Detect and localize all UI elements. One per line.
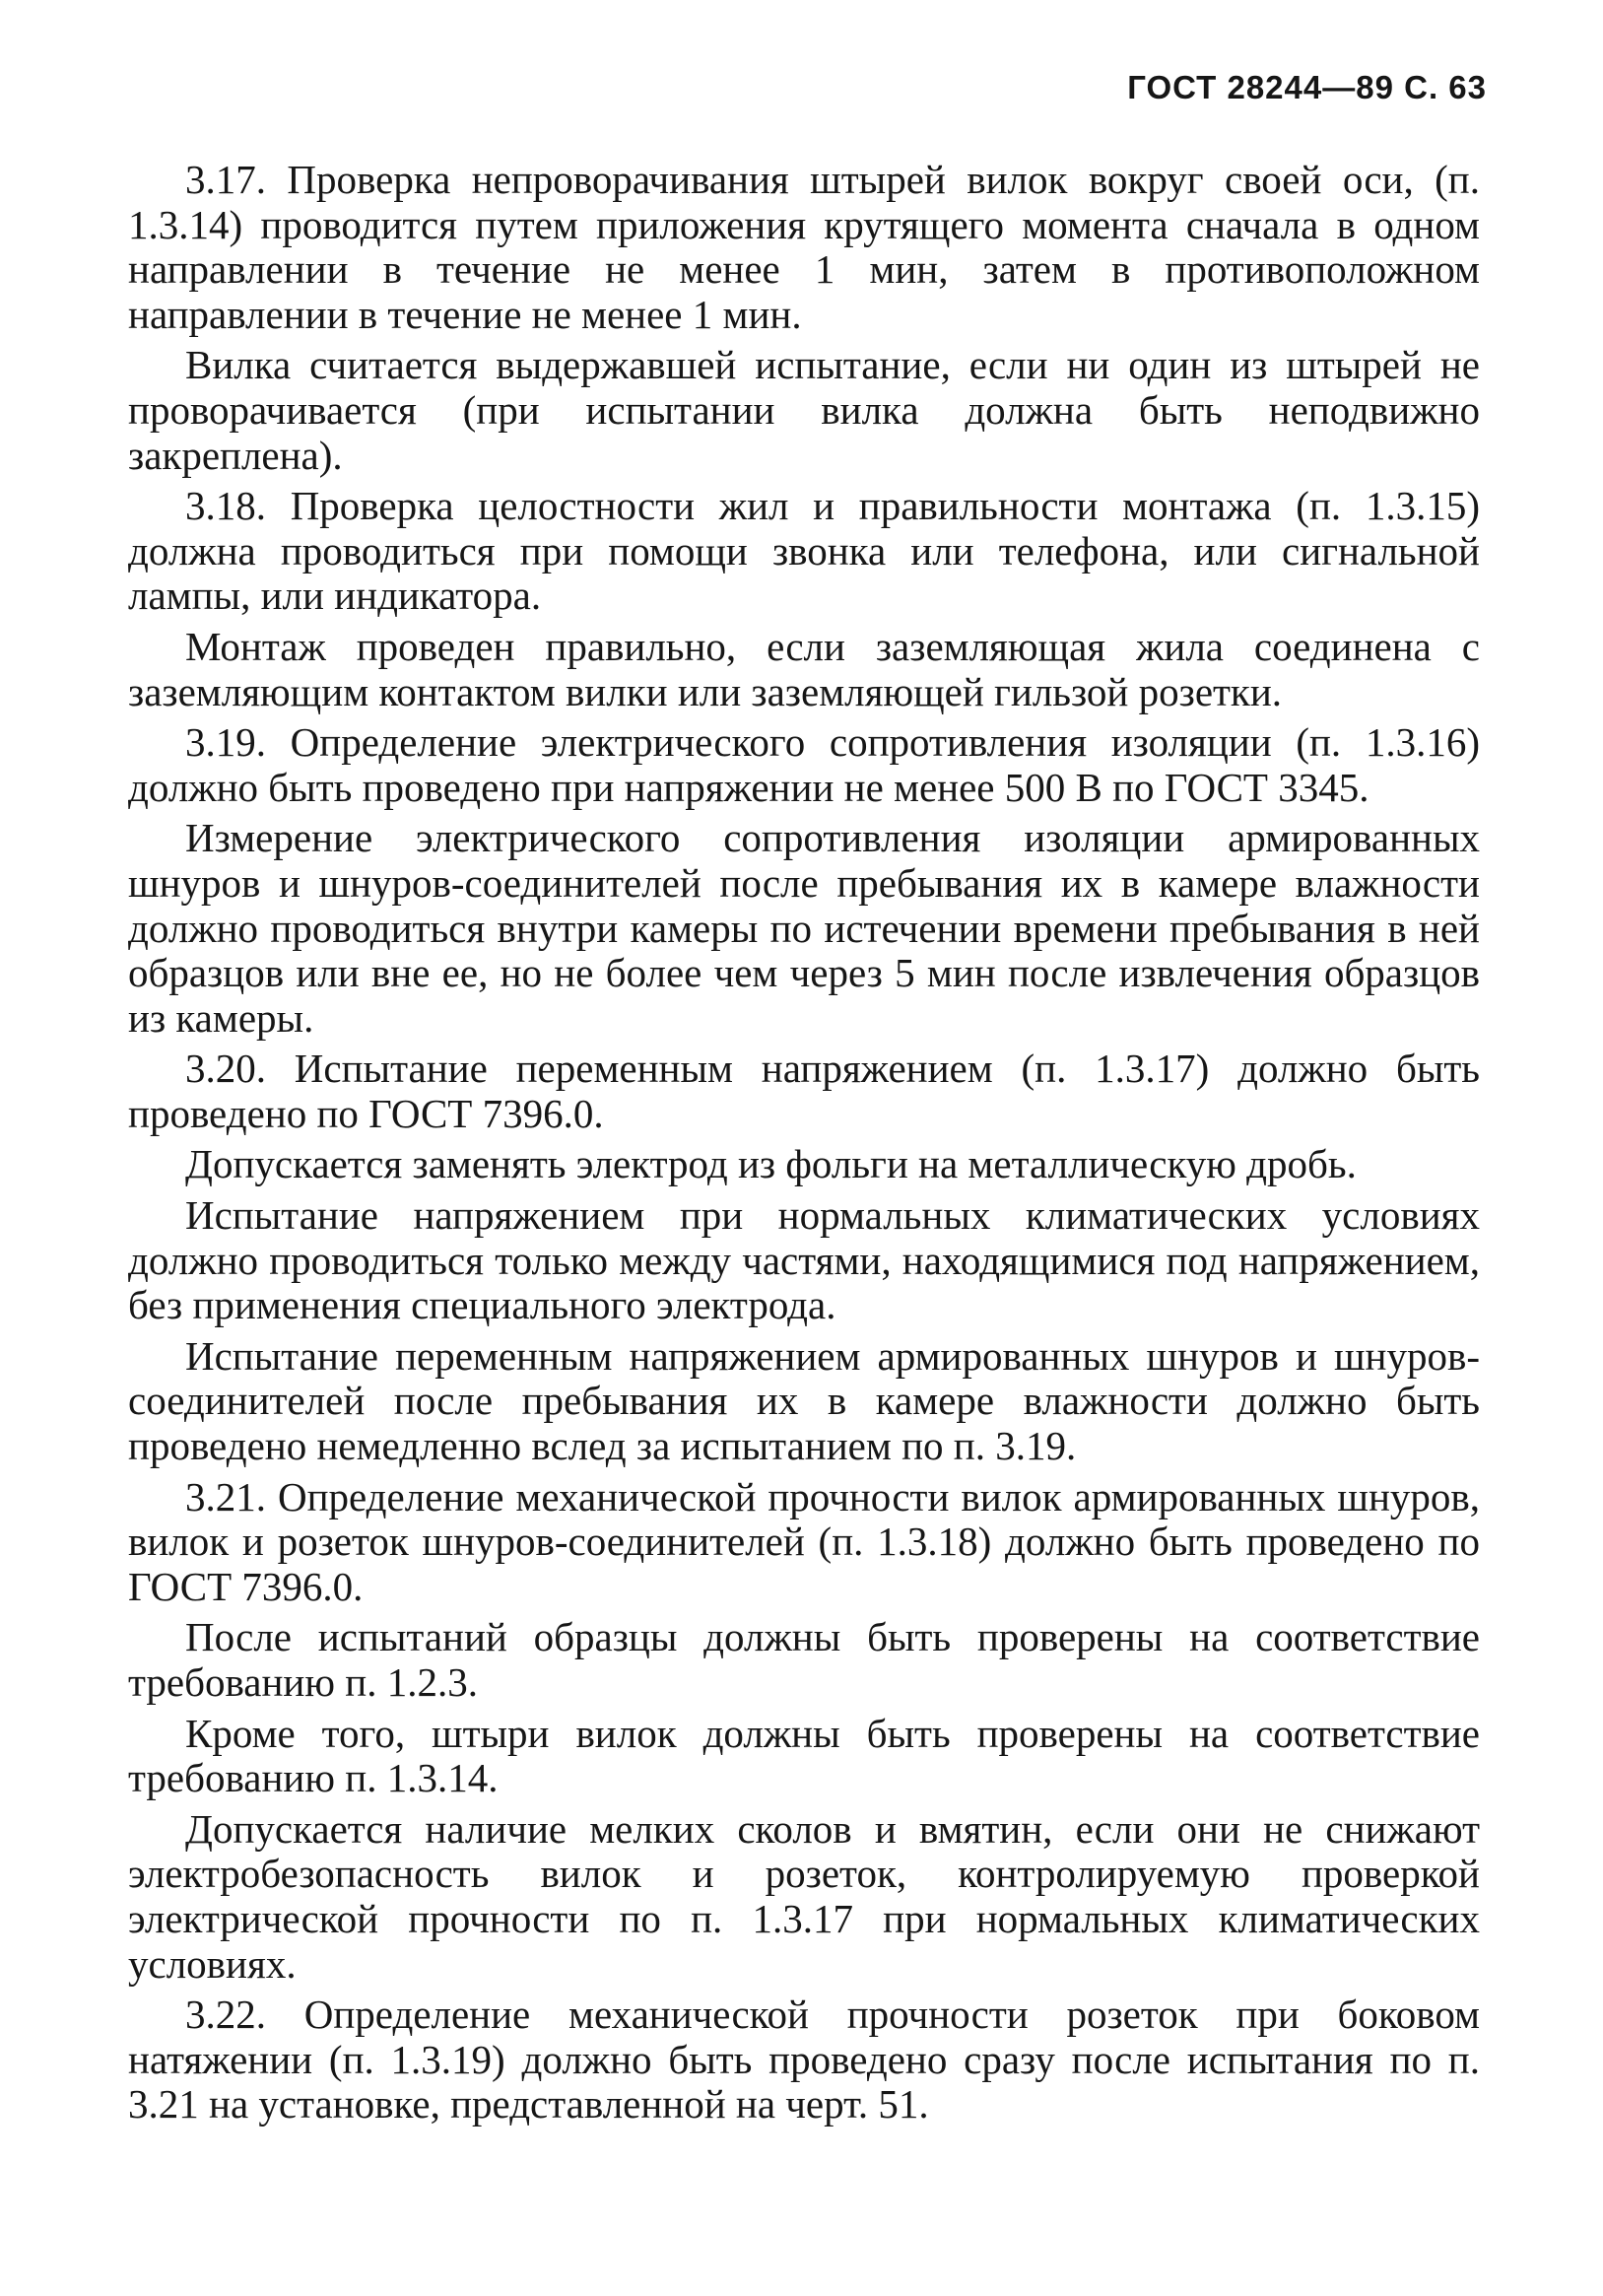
paragraph-3-19: 3.19. Определение электрического сопротивления изоляции (п. 1.3.16) должно быть проведено при напряжении не менее 500 В по ГОСТ 3345.	[128, 719, 1480, 810]
paragraph-3-18-result: Монтаж проведен правильно, если заземляющая жила соединена с заземляющим контактом вилки или заземляющей гильзой розетки.	[128, 623, 1480, 714]
paragraph-3-18: 3.18. Проверка целостности жил и правильности монтажа (п. 1.3.15) должна проводиться при помощи звонка или телефона, или сигнальной лампы, или индикатора.	[128, 483, 1480, 619]
paragraph-3-20-electrode: Допускается заменять электрод из фольги на металлическую дробь.	[185, 1141, 1357, 1187]
paragraph-3-21: 3.21. Определение механической прочности вилок армированных шнуров, вилок и розеток шнуров-соединителей (п. 1.3.18) должно быть проведено по ГОСТ 7396.0.	[128, 1473, 1480, 1609]
paragraph-3-22: 3.22. Определение механической прочности розеток при боковом натяжении (п. 1.3.19) должно быть проведено сразу после испытания по п. 3.21 на установке, представленной на черт. 51.	[128, 1992, 1480, 2127]
paragraph-3-21-pins: Кроме того, штыри вилок должны быть проверены на соответствие требованию п. 1.3.14.	[128, 1710, 1480, 1801]
paragraph-3-17-result: Вилка считается выдержавшей испытание, если ни один из штырей не проворачивается (при испытании вилка должна быть неподвижно закреплена).	[128, 342, 1480, 478]
paragraph-3-19-humidity: Измерение электрического сопротивления изоляции армированных шнуров и шнуров-соединителей после пребывания их в камере влажности должно проводиться внутри камеры по истечении времени пребывания в ней образцов или вне ее, но не более чем через 5 мин после извлечения образцов из камеры.	[128, 815, 1480, 1041]
paragraph-3-20-humidity: Испытание переменным напряжением армированных шнуров и шнуров-соединителей после пребывания их в камере влажности должно быть проведено немедленно вслед за испытанием по п. 3.19.	[128, 1332, 1480, 1469]
running-header: ГОСТ 28244—89 С. 63	[1127, 69, 1487, 105]
paragraph-3-20: 3.20. Испытание переменным напряжением (п. 1.3.17) должно быть проведено по ГОСТ 7396.0.	[128, 1046, 1480, 1136]
paragraph-3-21-chips: Допускается наличие мелких сколов и вмятин, если они не снижают электробезопасность вилок и розеток, контролируемую проверкой электрической прочности по п. 1.3.17 при нормальных климатических условиях.	[128, 1805, 1480, 1987]
paragraph-3-20-normal-conditions: Испытание напряжением при нормальных климатических условиях должно проводиться только между частями, находящимися под напряжением, без применения специального электрода.	[128, 1192, 1480, 1328]
paragraph-3-17: 3.17. Проверка непроворачивания штырей вилок вокруг своей оси, (п. 1.3.14) проводится путем приложения крутящего момента сначала в одном направлении в течение не менее 1 мин, затем в противоположном направлении в течение не менее 1 мин.	[128, 157, 1480, 337]
document-body	[128, 158, 1480, 2133]
paragraph-3-21-check: После испытаний образцы должны быть проверены на соответствие требованию п. 1.2.3.	[128, 1614, 1480, 1705]
